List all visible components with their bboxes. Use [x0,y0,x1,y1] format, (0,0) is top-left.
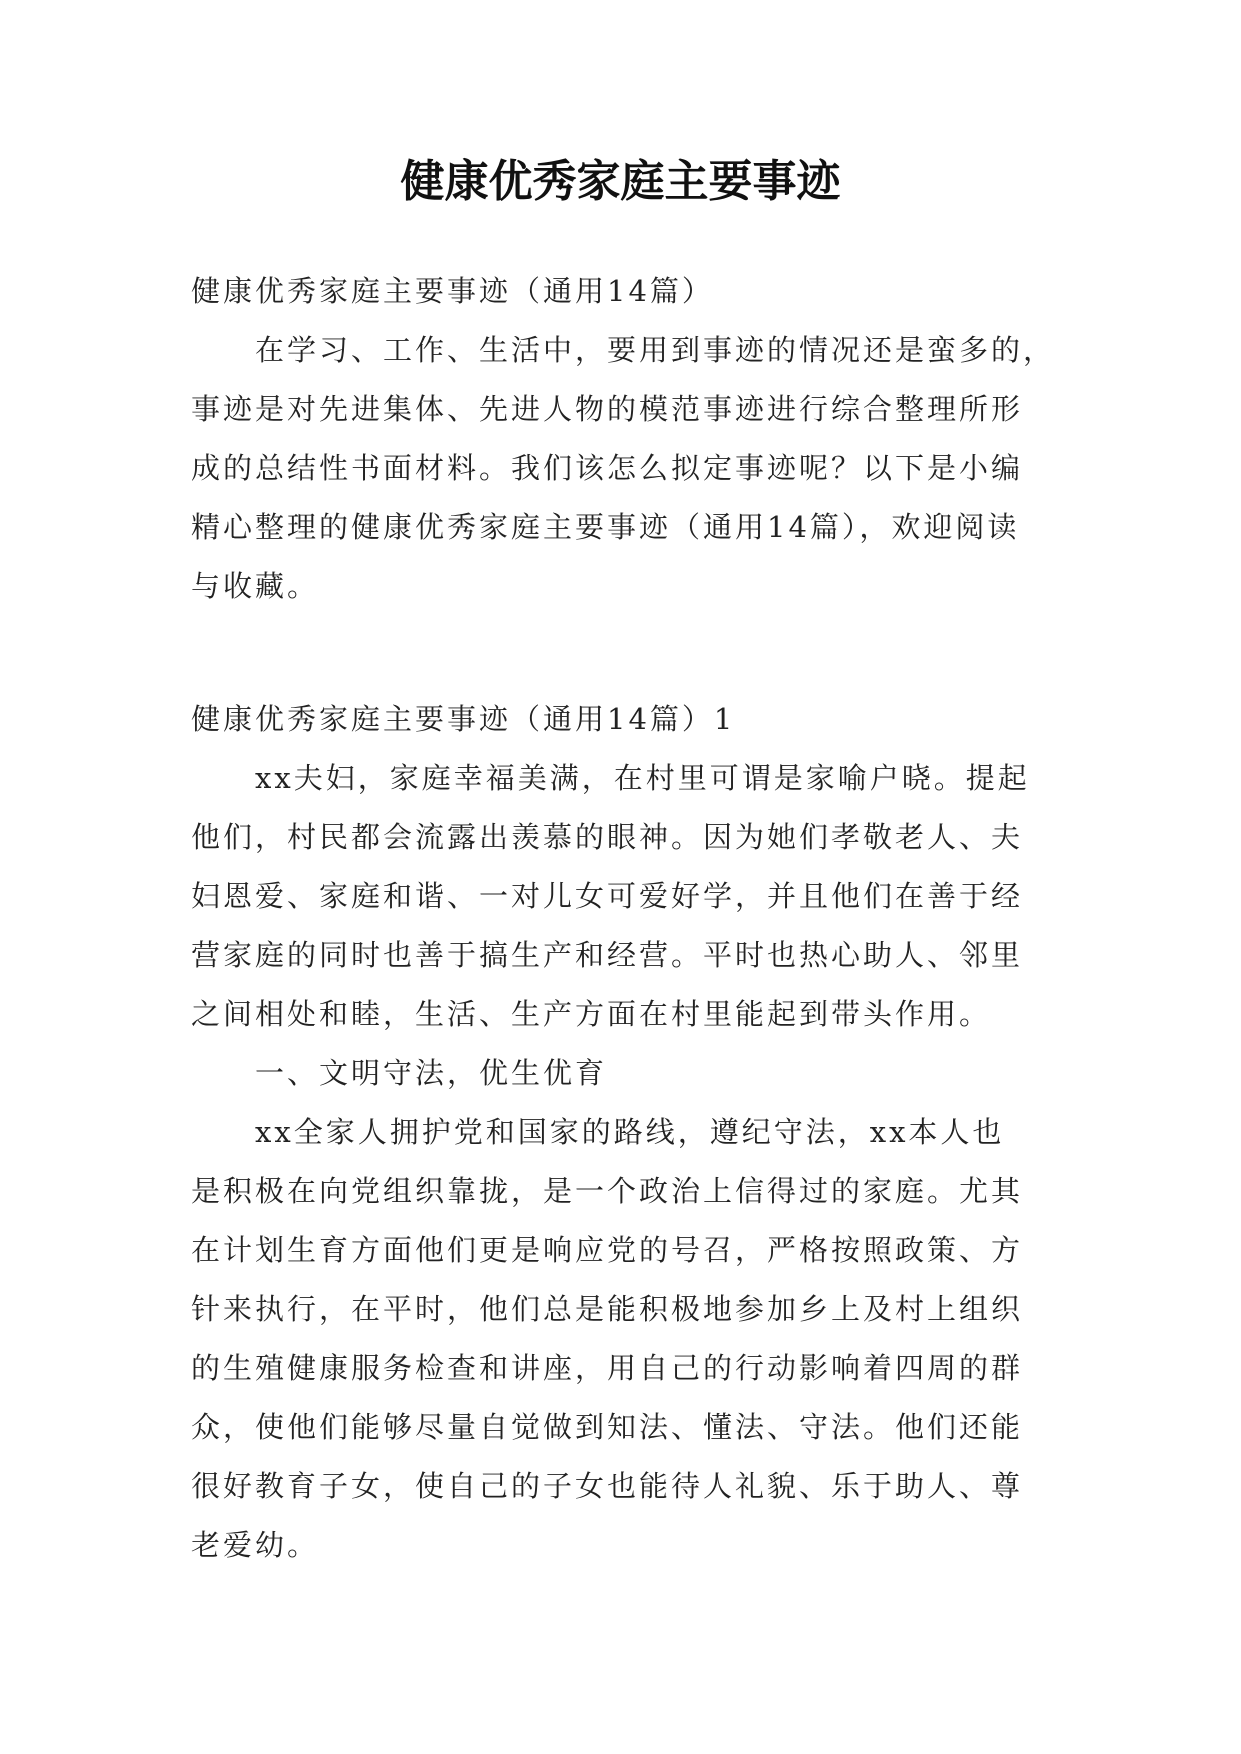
text-line: 老爱幼。 [191,1528,320,1562]
text-line: 在计划生育方面他们更是响应党的号召，严格按照政策、方 [191,1233,1024,1267]
text-line: 与收藏。 [191,569,320,603]
text-line: 营家庭的同时也善于搞生产和经营。平时也热心助人、邻里 [191,938,1024,972]
text-line: xx全家人拥护党和国家的路线，遵纪守法，xx本人也 [255,1115,1005,1149]
text-line: 成的总结性书面材料。我们该怎么拟定事迹呢？以下是小编 [191,451,1024,485]
document-subtitle: 健康优秀家庭主要事迹（通用14篇） [191,274,714,308]
text-line: 针来执行，在平时，他们总是能积极地参加乡上及村上组织 [191,1292,1024,1326]
text-line: 的生殖健康服务检查和讲座，用自己的行动影响着四周的群 [191,1351,1024,1385]
blank-line [191,616,1059,690]
text-line: 精心整理的健康优秀家庭主要事迹（通用14篇），欢迎阅读 [191,510,1020,544]
section-heading: 健康优秀家庭主要事迹（通用14篇）1 [191,702,736,736]
text-line: 在学习、工作、生活中，要用到事迹的情况还是蛮多的， [255,333,1056,367]
text-line: xx夫妇，家庭幸福美满，在村里可谓是家喻户晓。提起 [255,761,1030,795]
text-line: 很好教育子女，使自己的子女也能待人礼貌、乐于助人、尊 [191,1469,1024,1503]
text-line: 众，使他们能够尽量自觉做到知法、懂法、守法。他们还能 [191,1410,1024,1444]
text-line: 妇恩爱、家庭和谐、一对儿女可爱好学，并且他们在善于经 [191,879,1024,913]
intro-paragraph [191,321,1059,616]
paragraph-2 [191,1103,1059,1575]
document-body [191,262,1059,1575]
text-line: 之间相处和睦，生活、生产方面在村里能起到带头作用。 [191,997,992,1031]
text-line: 是积极在向党组织靠拢，是一个政治上信得过的家庭。尤其 [191,1174,1024,1208]
subheading: 一、文明守法，优生优育 [255,1056,608,1090]
paragraph-1 [191,749,1059,1044]
text-line: 他们，村民都会流露出羡慕的眼神。因为她们孝敬老人、夫 [191,820,1024,854]
document-title: 健康优秀家庭主要事迹 [400,156,841,207]
text-line: 事迹是对先进集体、先进人物的模范事迹进行综合整理所形 [191,392,1024,426]
